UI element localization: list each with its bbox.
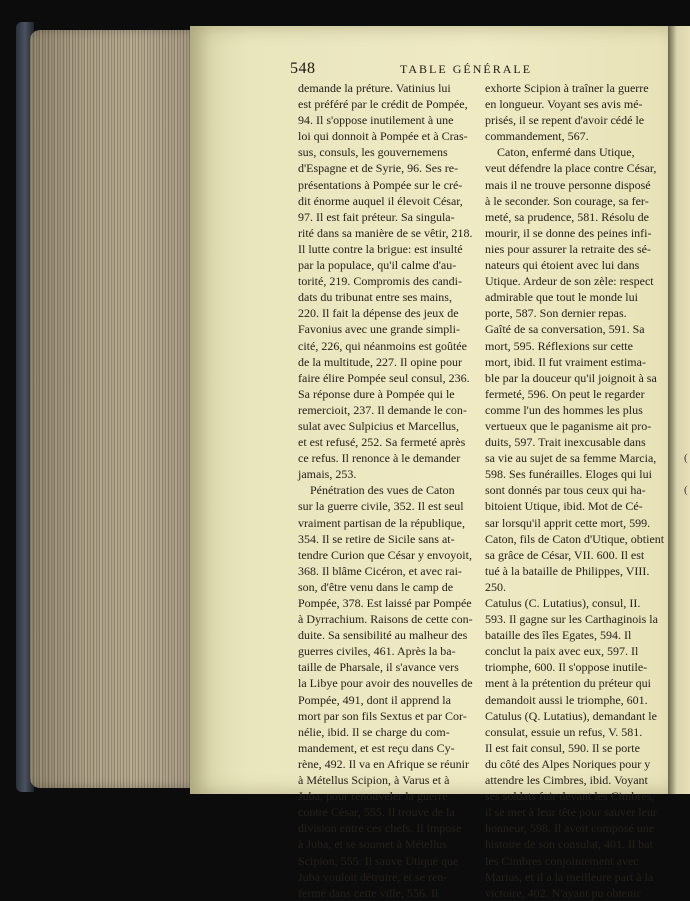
text-line: Il lutte contre la brigue: est insulté (298, 241, 463, 256)
text-line: Scipion, 555. Il sauve Utique que (298, 853, 459, 868)
margin-mark: ( (684, 484, 688, 496)
text-line: mort, ibid. Il fut vraiment estima- (485, 354, 646, 369)
text-line: par la populace, qu'il calme d'au- (298, 258, 457, 273)
text-line: sur la guerre civile, 352. Il est seul (298, 499, 464, 514)
text-line: sa grâce de César, VII. 600. Il est (485, 547, 645, 562)
text-line: vertueux que le paganisme ait pro- (485, 418, 652, 433)
text-column-right (485, 80, 665, 901)
text-line: demandoit aussi le triomphe, 601. (485, 692, 648, 707)
text-line: 368. Il blâme Cicéron, et avec rai- (298, 563, 462, 578)
text-line: Catulus (C. Lutatius), consul, II. (485, 596, 641, 610)
text-line: à Métellus Scipion, à Varus et à (298, 773, 450, 788)
text-line: et est refusé, 252. Sa fermeté après (298, 435, 466, 450)
text-line: faire élire Pompée seul consul, 236. (298, 370, 470, 385)
text-line: nateurs qui étoient avec lui dans (485, 258, 640, 273)
text-line: conclut la paix avec eux, 597. Il (485, 644, 639, 659)
text-line: histoire de son consulat, 401. Il bat (485, 837, 653, 852)
text-line: Sa réponse dure à Pompée qui le (298, 386, 455, 401)
text-line: division entre ces chefs. Il impose (298, 821, 462, 836)
text-line: meté, sa prudence, 581. Résolu de (485, 209, 649, 224)
text-line: présentations à Pompée sur le cré- (298, 177, 463, 192)
text-line: duits, 597. Trait inexcusable dans (485, 435, 646, 450)
text-line: sus, consuls, les gouvernemens (298, 145, 448, 160)
text-line: prisés, il se repent d'avoir cédé le (485, 113, 645, 128)
facing-page-edge (668, 26, 690, 794)
text-line: tué à la bataille de Philippes, VIII. (485, 563, 650, 578)
text-line: nies pour assurer la retraite des sé- (485, 241, 651, 256)
text-line: 94. Il s'oppose inutilement à une (298, 113, 454, 128)
text-line: Gaîté de sa conversation, 591. Sa (485, 322, 645, 337)
text-line: son, d'être venu dans le camp de (298, 579, 454, 594)
text-line: du côté des Alpes Noriques pour y (485, 756, 651, 771)
text-line: la Libye pour avoir des nouvelles de (298, 676, 473, 691)
text-line: attendre les Cimbres, ibid. Voyant (485, 773, 648, 788)
text-line: jamais, 253. (298, 467, 357, 482)
text-line: honneur, 598. Il avoit composé une (485, 821, 655, 836)
text-line: Juba, pour renouveler la guerre (298, 789, 448, 804)
text-line: exhorte Scipion à traîner la guerre (485, 81, 649, 95)
text-line: 97. Il est fait préteur. Sa singula- (298, 209, 455, 224)
text-line: sa vie au sujet de sa femme Marcia, (485, 451, 657, 466)
page-block-edge (30, 30, 205, 788)
text-line: Juba vouloit détruire, et se ren- (298, 869, 448, 884)
text-line: dit énorme auquel il élevoit César, (298, 193, 463, 208)
text-line: comme l'un des hommes les plus (485, 402, 643, 417)
text-line: Favonius avec une grande simpli- (298, 322, 460, 337)
text-column-left (298, 80, 473, 901)
text-line: mort par son fils Sextus et par Cor- (298, 708, 467, 723)
text-line: taille de Pharsale, il s'avance vers (298, 660, 459, 675)
text-line: fermeté, 596. On peut le regarder (485, 386, 645, 401)
text-line: tendre Curion que César y envoyoit, (298, 547, 472, 562)
text-line: ferme dans cette ville, 556. Il (298, 885, 439, 900)
text-line: dats du tribunat entre ses mains, (298, 290, 452, 305)
text-line: ses soldats fuir devant les Cimbres, (485, 789, 655, 804)
text-line: à le seconder. Son courage, sa fer- (485, 193, 649, 208)
text-line: Caton, enfermé dans Utique, (497, 145, 635, 160)
text-line: 250. (485, 579, 506, 594)
text-line: est préféré par le crédit de Pompée, (298, 97, 468, 112)
text-line: Caton, fils de Caton d'Utique, obtient (485, 531, 665, 546)
text-line: à Dyrrachium. Raisons de cette con- (298, 612, 473, 627)
text-line: guerres civiles, 461. Après la ba- (298, 644, 456, 659)
text-line: 598. Ses funérailles. Eloges qui lui (485, 467, 652, 482)
text-line: Utique. Ardeur de son zèle: respect (485, 274, 654, 289)
text-line: d'Espagne et de Syrie, 96. Ses re- (298, 161, 459, 176)
text-line: porte, 587. Son dernier repas. (485, 306, 627, 321)
text-line: admirable que tout le monde lui (485, 290, 638, 305)
text-line: ce refus. Il renonce à le demander (298, 451, 461, 466)
text-line: commandement, 567. (485, 129, 589, 144)
text-line: consulat, essuie un refus, V. 581. (485, 724, 643, 739)
text-line: duite. Sa sensibilité au malheur des (298, 628, 468, 643)
text-line: Marius, et il a la meilleure part à la (485, 869, 654, 884)
running-title: TABLE GÉNÉRALE (400, 62, 533, 76)
text-line: rité dans sa manière de se vêtir, 218. (298, 225, 473, 240)
text-line: contre César, 555. Il trouve de la (298, 805, 455, 820)
text-line: il se met à leur tête pour sauver leur (485, 805, 657, 820)
text-line: Catulus (Q. Lutatius), demandant le (485, 708, 657, 723)
text-line: Il est fait consul, 590. Il se porte (485, 740, 640, 755)
text-line: remercioit, 237. Il demande le con- (298, 402, 467, 417)
text-line: veut défendre la place contre César, (485, 161, 657, 176)
page-number: 548 (290, 60, 316, 77)
text-line: 220. Il fait la dépense des jeux de (298, 306, 459, 321)
text-line: 593. Il gagne sur les Carthaginois la (485, 612, 658, 627)
page-header (290, 60, 670, 80)
text-line: en longueur. Voyant ses avis mé- (485, 97, 643, 112)
text-line: Pompée, 378. Est laissé par Pompée (298, 596, 472, 610)
text-line: Pénétration des vues de Caton (310, 483, 455, 498)
text-line: sulat avec Sulpicius et Marcellus, (298, 418, 459, 433)
text-line: triomphe, 600. Il s'oppose inutile- (485, 660, 648, 675)
text-line: mort, 595. Réflexions sur cette (485, 338, 633, 353)
text-line: sont donnés par tous ceux qui ha- (485, 483, 646, 498)
text-line: rène, 492. Il va en Afrique se réunir (298, 756, 469, 771)
text-line: ble par la douceur qu'il joignoit à sa (485, 370, 657, 385)
text-line: ment à la prétention du préteur qui (485, 676, 651, 691)
text-line: bitoient Utique, ibid. Mot de Cé- (485, 499, 643, 514)
text-line: sar lorsqu'il apprit cette mort, 599. (485, 515, 651, 530)
text-line: de la multitude, 227. Il opine pour (298, 354, 462, 369)
text-line: demande la préture. Vatinius lui (298, 81, 451, 95)
text-line: cité, 226, qui néanmoins est goûtée (298, 338, 467, 353)
text-line: loi qui donnoit à Pompée et à Cras- (298, 129, 468, 144)
text-line: mourir, il se donne des peines infi- (485, 225, 652, 240)
text-line: à Juba, et se soumet à Métellus (298, 837, 447, 852)
text-line: torité, 219. Compromis des candi- (298, 274, 462, 289)
text-line: nélie, ibid. Il se charge du com- (298, 724, 450, 739)
text-line: Pompée, 491, dont il apprend la (298, 692, 451, 707)
text-line: vraiment partisan de la république, (298, 515, 465, 530)
text-line: les Cimbres conjointement avec (485, 853, 639, 868)
text-line: mandement, et est reçu dans Cy- (298, 740, 455, 755)
text-line: 354. Il se retire de Sicile sans at- (298, 531, 455, 546)
text-line: victoire, 402. N'ayant pu obtenir (485, 885, 641, 900)
margin-mark: ( (684, 452, 688, 464)
text-line: mais il ne trouve personne disposé (485, 177, 651, 192)
text-line: bataille des îles Egates, 594. Il (485, 628, 632, 643)
